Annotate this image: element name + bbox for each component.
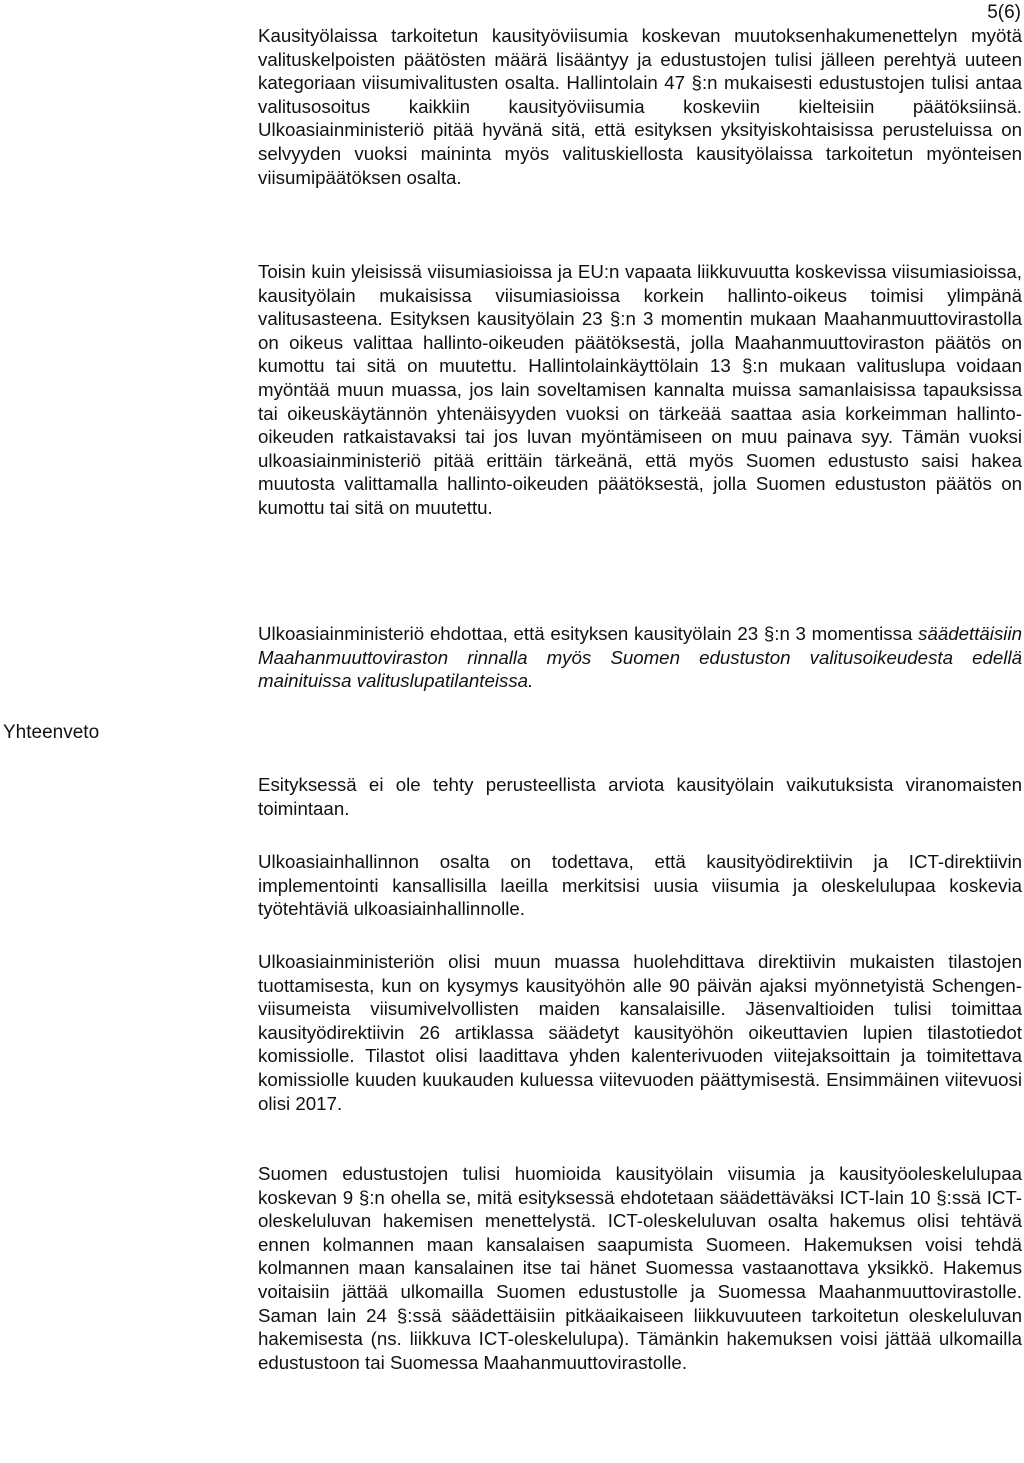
paragraph-no-assessment: Esityksessä ei ole tehty perusteellista arviota kausityölain vaikutuksista viranomaisten toimintaan. <box>258 774 1022 819</box>
paragraph-statistics: Ulkoasiainministeriön olisi muun muassa huolehdittava direktiivin mukaisten tilastojen tuottamisesta, kun on kysymys kausityöhön alle 90 päivän ajaksi myönnetyistä Schengen-viisumeista viisumivelvollisten maiden kansalaisille. Jäsenvaltioiden tulisi toimittaa kausityödirektiivin 26 artiklassa säädetyt kausityöhön oikeuttavien lupien tilastotiedot komissiolle. Tilastot olisi laadittava yhden kalenterivuoden viitejaksoittain ja toimitettava komissiolle kuuden kuukauden kuluessa viitevuoden päättymisestä. Ensimmäinen viitevuosi olisi 2017. <box>258 951 1022 1114</box>
paragraph-ministry-proposal <box>258 622 1022 693</box>
page-number: 5(6) <box>987 2 1021 23</box>
paragraph-ministry-proposal-italic: säädettäisiin Maahanmuuttoviraston rinnalla myös Suomen edustuston valitusoikeudesta edellä mainituissa valituslupatilanteissa. <box>258 623 1022 692</box>
paragraph-appeal-procedure: Kausityölaissa tarkoitetun kausityöviisumia koskevan muutoksenhakumenettelyn myötä valituskelpoisten päätösten määrä lisääntyy ja edustustojen tulisi jälleen perehtyä uuteen kategoriaan viisumivalitusten osalta. Hallintolain 47 §:n mukaisesti edustustojen tulisi antaa valitusosoitus kaikkiin kausityöviisumia koskeviin kielteisiin päätöksiinsä. Ulkoasiainministeriö pitää hyvänä sitä, että esityksen yksityiskohtaisissa perusteluissa on selvyyden vuoksi maininta myös valituskiellosta kausityölaissa tarkoitetun myönteisen viisumipäätöksen osalta. <box>258 25 1022 188</box>
paragraph-ministry-proposal-lead: Ulkoasiainministeriö ehdottaa, että esityksen kausityölain 23 §:n 3 momentissa <box>258 623 919 644</box>
paragraph-ict-permit: Suomen edustustojen tulisi huomioida kausityölain viisumia ja kausityöoleskelulupaa koskevan 9 §:n ohella se, mitä esityksessä ehdotetaan säädettäväksi ICT-lain 10 §:ssä ICT-oleskeluluvan hakemisen menettelystä. ICT-oleskeluluvan osalta hakemus olisi tehtävä ennen kolmannen maan kansalaisen saapumista Suomeen. Hakemuksen voisi tehdä kolmannen maan kansalainen itse tai hänet Suomessa vastaanottava yksikkö. Hakemus voitaisiin jättää ulkomailla Suomen edustustolle ja Suomessa Maahanmuuttovirastolle. Saman lain 24 §:ssä säädettäisiin pitkäaikaiseen liikkuvuuteen tarkoitetun oleskeluluvan hakemisesta (ns. liikkuva ICT-oleskelulupa). Tämänkin hakemuksen voisi jättää ulkomailla edustustoon tai Suomessa Maahanmuuttovirastolle. <box>258 1163 1022 1373</box>
section-heading-summary: Yhteenveto <box>3 722 100 743</box>
paragraph-supreme-court: Toisin kuin yleisissä viisumiasioissa ja EU:n vapaata liikkuvuutta koskevissa viisumiasioissa, kausityölain mukaisissa viisumiasioissa korkein hallinto-oikeus toimisi ylimpänä valitusasteena. Esityksen kausityölain 23 §:n 3 momentin mukaan Maahanmuuttovirastolla on oikeus valittaa hallinto-oikeuden päätöksestä, jolla Maahanmuuttoviraston päätös on kumottu tai sitä on muutettu. Hallintolainkäyttölain 13 §:n mukaan valituslupa voidaan myöntää muun muassa, jos lain soveltamisen kannalta muissa samanlaisissa tapauksissa tai oikeuskäytännön yhtenäisyyden vuoksi on tärkeää saattaa asia korkeimman hallinto-oikeuden ratkaistavaksi tai jos luvan myöntämiseen on muu painava syy. Tämän vuoksi ulkoasiainministeriö pitää erittäin tärkeänä, että myös Suomen edustusto saisi hakea muutosta valittamalla hallinto-oikeuden päätöksestä, jolla Suomen edustuston päätös on kumottu tai sitä on muutettu. <box>258 261 1022 518</box>
paragraph-foreign-administration: Ulkoasiainhallinnon osalta on todettava, että kausityödirektiivin ja ICT-direktiivin implementointi kansallisilla laeilla merkitsisi uusia viisumia ja oleskelulupaa koskevia työtehtäviä ulkoasiainhallinnolle. <box>258 851 1022 920</box>
